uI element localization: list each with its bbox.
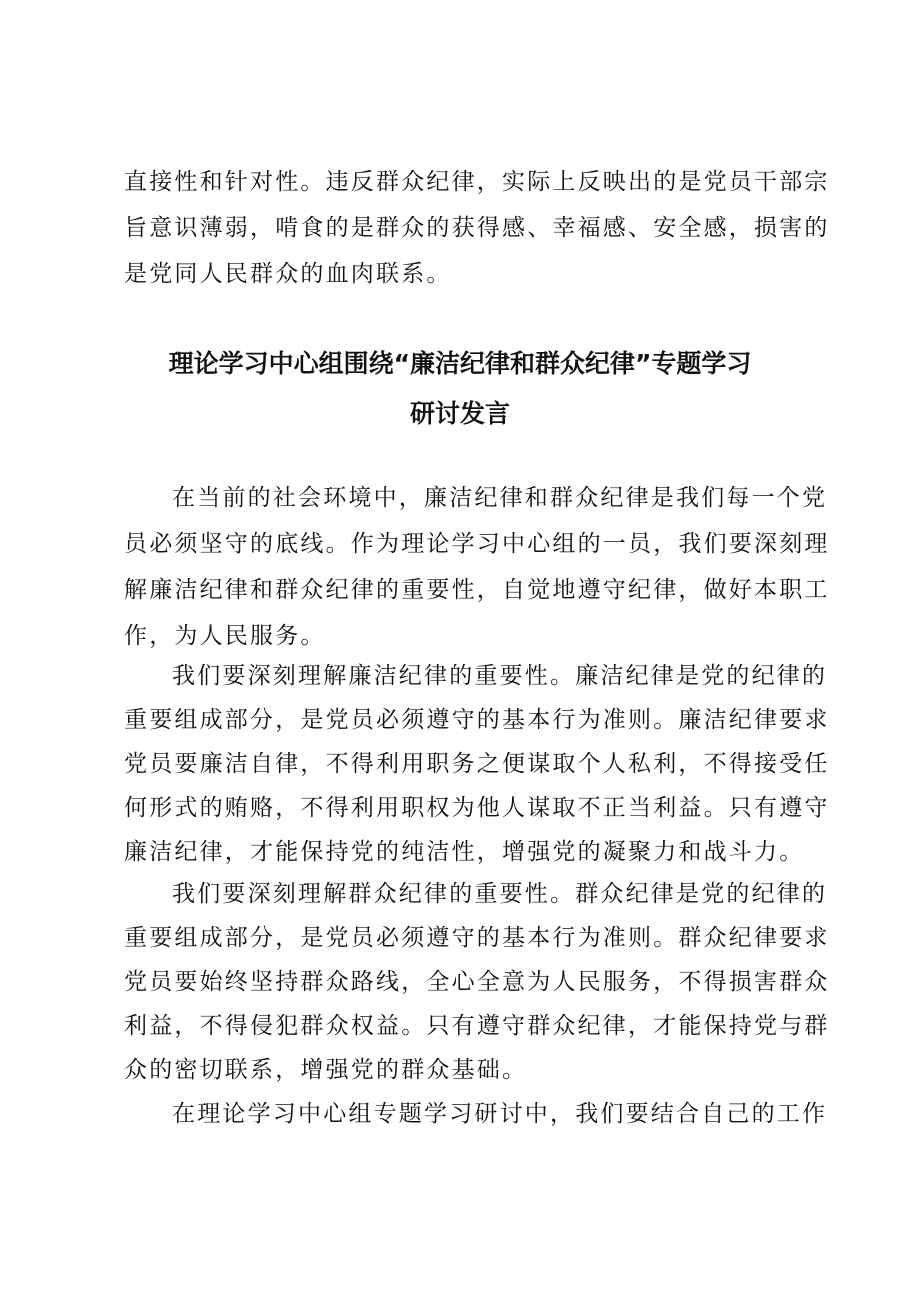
document-title-continued: 研讨发言: [409, 399, 510, 428]
paragraph-1-line: 员必须坚守的底线。作为理论学习中心组的一员，我们要深刻理: [124, 531, 830, 557]
paragraph-3-line: 重要组成部分，是党员必须遵守的基本行为准则。群众纪律要求: [124, 925, 830, 951]
paragraph-1-line: 在当前的社会环境中，廉洁纪律和群众纪律是我们每一个党: [172, 485, 828, 511]
paragraph-3-line: 众的密切联系，增强党的群众基础。: [124, 1057, 528, 1083]
body-line: 直接性和针对性。违反群众纪律，实际上反映出的是党员干部宗: [124, 169, 830, 195]
paragraph-3-line: 我们要深刻理解群众纪律的重要性。群众纪律是党的纪律的: [172, 881, 828, 907]
paragraph-2-line: 廉洁纪律，才能保持党的纯洁性，增强党的凝聚力和战斗力。: [124, 839, 805, 865]
paragraph-2-line: 我们要深刻理解廉洁纪律的重要性。廉洁纪律是党的纪律的: [172, 663, 828, 689]
paragraph-2-line: 重要组成部分，是党员必须遵守的基本行为准则。廉洁纪律要求: [124, 707, 830, 733]
paragraph-2-line: 党员要廉洁自律，不得利用职务之便谋取个人私利，不得接受任: [124, 751, 830, 777]
paragraph-2-line: 何形式的贿赂，不得利用职权为他人谋取不正当利益。只有遵守: [124, 795, 830, 821]
body-line: 旨意识薄弱，啃食的是群众的获得感、幸福感、安全感，损害的: [124, 215, 830, 241]
document-title: 理论学习中心组围绕“廉洁纪律和群众纪律”专题学习: [168, 349, 752, 378]
paragraph-3-line: 利益，不得侵犯群众权益。只有遵守群众纪律，才能保持党与群: [124, 1013, 830, 1039]
paragraph-3-line: 党员要始终坚持群众路线，全心全意为人民服务，不得损害群众: [124, 969, 830, 995]
paragraph-4-line: 在理论学习中心组专题学习研讨中，我们要结合自己的工作: [172, 1101, 828, 1127]
paragraph-1-line: 解廉洁纪律和群众纪律的重要性，自觉地遵守纪律，做好本职工: [124, 577, 830, 603]
body-line: 是党同人民群众的血肉联系。: [124, 261, 452, 287]
paragraph-1-line: 作，为人民服务。: [124, 623, 326, 649]
